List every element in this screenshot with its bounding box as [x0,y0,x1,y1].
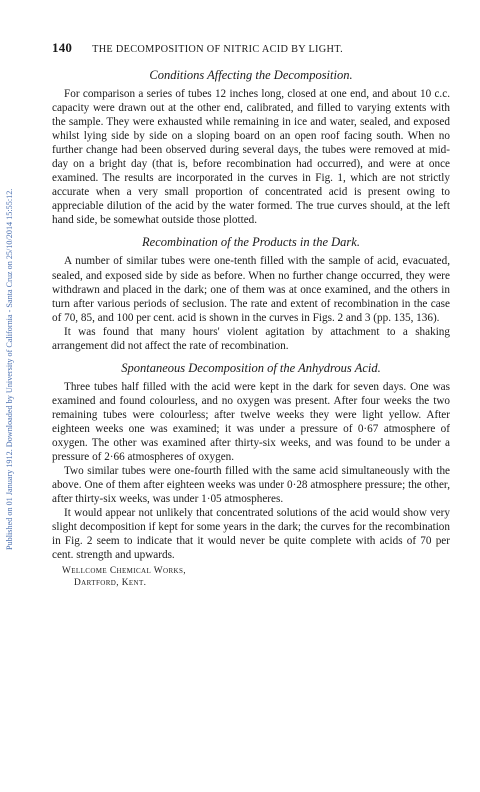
paragraph: A number of similar tubes were one-tenth filled with the sample of acid, evacuated, sealed, and exposed side by side as before. When no further change occurred, they were withdrawn and placed in the dark; one of them was at once examined, and the others in turn after various periods of seclusion. The rate and extent of recombination in the case of 70, 85, and 100 per cent. acid is shown in the curves in Figs. 2 and 3 (pp. 135, 136). [52,255,450,324]
download-watermark [3,30,17,550]
paragraph: It would appear not unlikely that concentrated solutions of the acid would show very slight decomposition if kept for some years in the dark; the curves for the recombination in Fig. 2 seem to indicate that it would never be quite complete with acids of 70 per cent. strength and upwards. [52,507,450,562]
affiliation-line: Wellcome Chemical Works, [62,566,187,577]
page-body [52,40,450,589]
affiliation [52,565,450,589]
section-recombination [52,235,450,352]
affiliation-line: Dartford, Kent. [74,578,147,589]
section-conditions [52,68,450,227]
section-heading: Conditions Affecting the Decomposition. [149,68,353,82]
paragraph: For comparison a series of tubes 12 inches long, closed at one end, and about 10 c.c. capacity were drawn out at the other end, calibrated, and filled to varying extents with the sample. They were exhausted while remaining in ice and water, sealed, and exposed whilst lying side by side on a sloping board on an open roof facing south. When no further change had been observed during several days, the tubes were removed at mid-day on a bright day (that is, before recombination had occurred), and were at once examined. The results are incorporated in the curves in Fig. 1, which are not strictly accurate when a very small proportion of concentrated acid is present owing to appreciable dilution of the acid by the water formed. The true curves should, at the left hand side, be somewhat outside those plotted. [52,88,450,227]
section-heading: Spontaneous Decomposition of the Anhydrous Acid. [121,360,381,375]
paragraph: Two similar tubes were one-fourth filled with the same acid simultaneously with the above. One of them after eighteen weeks was under 0·28 atmosphere pressure; the other, after thirty-six weeks, was under 1·05 atmospheres. [52,465,450,506]
paragraph: It was found that many hours' violent agitation by attachment to a shaking arrangement did not affect the rate of recombination. [52,325,450,352]
running-title: THE DECOMPOSITION OF NITRIC ACID BY LIGHT. [92,44,343,55]
page-number: 140 [52,40,73,55]
section-spontaneous-decomposition [52,361,450,563]
download-watermark-text: Published on 01 January 1912. Downloaded by University of California - Santa Cruz on 25/10/2014 15:55:12. [5,188,14,550]
running-header [52,40,450,56]
section-heading: Recombination of the Products in the Dark. [142,235,360,250]
paragraph: Three tubes half filled with the acid were kept in the dark for seven days. One was examined and found colourless, and no oxygen was present. After four weeks the two remaining tubes were colourless; after twelve weeks they were light yellow. After eighteen weeks one was examined; it was under a pressure of 0·67 atmosphere of oxygen. The other was examined after thirty-six weeks, and was found to be under a pressure of 2·66 atmospheres of oxygen. [52,380,450,464]
